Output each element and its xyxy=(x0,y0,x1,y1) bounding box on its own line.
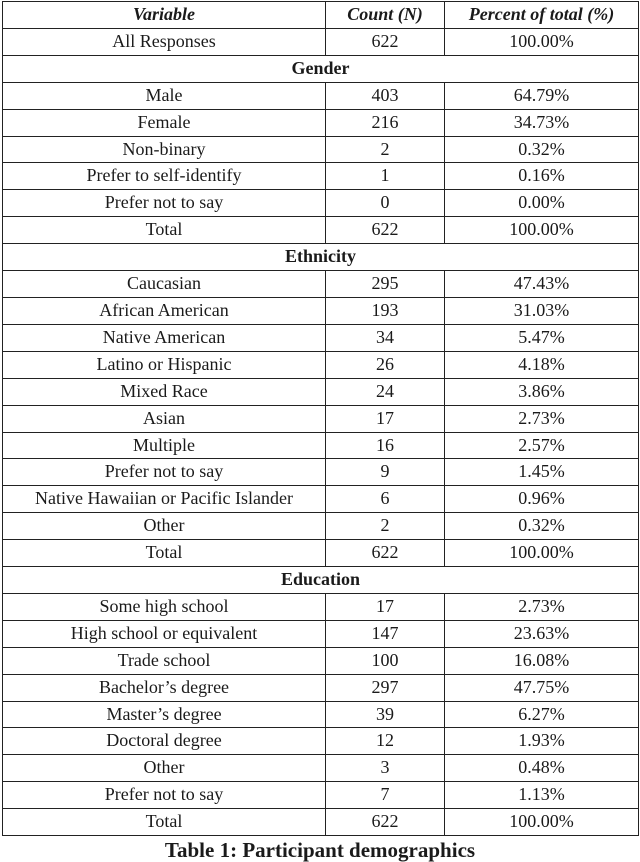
variable-cell: Multiple xyxy=(3,432,326,459)
percent-cell: 100.00% xyxy=(445,540,639,567)
variable-cell: Native Hawaiian or Pacific Islander xyxy=(3,486,326,513)
header-row xyxy=(3,2,639,29)
variable-cell: Total xyxy=(3,217,326,244)
variable-cell: African American xyxy=(3,297,326,324)
count-cell: 297 xyxy=(326,674,445,701)
percent-cell: 64.79% xyxy=(445,82,639,109)
table-row xyxy=(3,324,639,351)
count-cell: 216 xyxy=(326,109,445,136)
table-row xyxy=(3,755,639,782)
count-cell: 26 xyxy=(326,351,445,378)
table-row xyxy=(3,271,639,298)
variable-cell: Prefer not to say xyxy=(3,782,326,809)
variable-cell: Native American xyxy=(3,324,326,351)
count-cell: 100 xyxy=(326,647,445,674)
variable-cell: Some high school xyxy=(3,593,326,620)
section-label: Ethnicity xyxy=(3,244,639,271)
count-cell: 622 xyxy=(326,28,445,55)
table-row xyxy=(3,217,639,244)
table-row xyxy=(3,432,639,459)
header-variable: Variable xyxy=(3,2,326,29)
count-cell: 147 xyxy=(326,620,445,647)
percent-cell: 0.00% xyxy=(445,190,639,217)
section-header-row xyxy=(3,567,639,594)
table-row xyxy=(3,297,639,324)
variable-cell: Total xyxy=(3,809,326,836)
percent-cell: 0.48% xyxy=(445,755,639,782)
percent-cell: 47.43% xyxy=(445,271,639,298)
variable-cell: Total xyxy=(3,540,326,567)
variable-cell: Bachelor’s degree xyxy=(3,674,326,701)
table-body xyxy=(3,28,639,835)
variable-cell: Male xyxy=(3,82,326,109)
variable-cell: Other xyxy=(3,513,326,540)
variable-cell: Doctoral degree xyxy=(3,728,326,755)
percent-cell: 1.45% xyxy=(445,459,639,486)
table-row xyxy=(3,405,639,432)
percent-cell: 100.00% xyxy=(445,28,639,55)
count-cell: 12 xyxy=(326,728,445,755)
percent-cell: 2.73% xyxy=(445,405,639,432)
variable-cell: Non-binary xyxy=(3,136,326,163)
section-header-row xyxy=(3,244,639,271)
percent-cell: 100.00% xyxy=(445,217,639,244)
demographics-table xyxy=(2,1,639,836)
count-cell: 9 xyxy=(326,459,445,486)
percent-cell: 5.47% xyxy=(445,324,639,351)
percent-cell: 100.00% xyxy=(445,809,639,836)
count-cell: 2 xyxy=(326,136,445,163)
variable-cell: Caucasian xyxy=(3,271,326,298)
table-caption: Table 1: Participant demographics xyxy=(164,838,476,862)
section-label: Education xyxy=(3,567,639,594)
percent-cell: 6.27% xyxy=(445,701,639,728)
count-cell: 193 xyxy=(326,297,445,324)
variable-cell: Other xyxy=(3,755,326,782)
count-cell: 17 xyxy=(326,405,445,432)
count-cell: 16 xyxy=(326,432,445,459)
variable-cell: High school or equivalent xyxy=(3,620,326,647)
percent-cell: 31.03% xyxy=(445,297,639,324)
percent-cell: 1.93% xyxy=(445,728,639,755)
count-cell: 0 xyxy=(326,190,445,217)
count-cell: 295 xyxy=(326,271,445,298)
table-row xyxy=(3,190,639,217)
variable-cell: Master’s degree xyxy=(3,701,326,728)
percent-cell: 0.32% xyxy=(445,136,639,163)
variable-cell: Female xyxy=(3,109,326,136)
count-cell: 1 xyxy=(326,163,445,190)
count-cell: 7 xyxy=(326,782,445,809)
table-row xyxy=(3,163,639,190)
count-cell: 622 xyxy=(326,217,445,244)
table-row xyxy=(3,28,639,55)
table-row xyxy=(3,378,639,405)
table-row xyxy=(3,540,639,567)
percent-cell: 1.13% xyxy=(445,782,639,809)
percent-cell: 0.16% xyxy=(445,163,639,190)
count-cell: 17 xyxy=(326,593,445,620)
variable-cell: Latino or Hispanic xyxy=(3,351,326,378)
count-cell: 34 xyxy=(326,324,445,351)
percent-cell: 16.08% xyxy=(445,647,639,674)
count-cell: 622 xyxy=(326,809,445,836)
percent-cell: 23.63% xyxy=(445,620,639,647)
percent-cell: 47.75% xyxy=(445,674,639,701)
variable-cell: Prefer to self-identify xyxy=(3,163,326,190)
variable-cell: Prefer not to say xyxy=(3,190,326,217)
percent-cell: 3.86% xyxy=(445,378,639,405)
table-row xyxy=(3,82,639,109)
percent-cell: 0.96% xyxy=(445,486,639,513)
section-header-row xyxy=(3,55,639,82)
count-cell: 622 xyxy=(326,540,445,567)
table-row xyxy=(3,136,639,163)
table-row xyxy=(3,782,639,809)
table-row xyxy=(3,809,639,836)
variable-cell: All Responses xyxy=(3,28,326,55)
count-cell: 3 xyxy=(326,755,445,782)
percent-cell: 34.73% xyxy=(445,109,639,136)
table-row xyxy=(3,728,639,755)
table-row xyxy=(3,351,639,378)
percent-cell: 2.57% xyxy=(445,432,639,459)
percent-cell: 0.32% xyxy=(445,513,639,540)
table-row xyxy=(3,647,639,674)
table-row xyxy=(3,109,639,136)
section-label: Gender xyxy=(3,55,639,82)
table-row xyxy=(3,486,639,513)
table-row xyxy=(3,513,639,540)
table-row xyxy=(3,674,639,701)
variable-cell: Prefer not to say xyxy=(3,459,326,486)
header-count: Count (N) xyxy=(326,2,445,29)
variable-cell: Asian xyxy=(3,405,326,432)
count-cell: 403 xyxy=(326,82,445,109)
variable-cell: Mixed Race xyxy=(3,378,326,405)
count-cell: 6 xyxy=(326,486,445,513)
percent-cell: 2.73% xyxy=(445,593,639,620)
header-percent: Percent of total (%) xyxy=(445,2,639,29)
count-cell: 39 xyxy=(326,701,445,728)
percent-cell: 4.18% xyxy=(445,351,639,378)
count-cell: 24 xyxy=(326,378,445,405)
table-row xyxy=(3,593,639,620)
table-row xyxy=(3,620,639,647)
count-cell: 2 xyxy=(326,513,445,540)
table-row xyxy=(3,701,639,728)
variable-cell: Trade school xyxy=(3,647,326,674)
table-row xyxy=(3,459,639,486)
